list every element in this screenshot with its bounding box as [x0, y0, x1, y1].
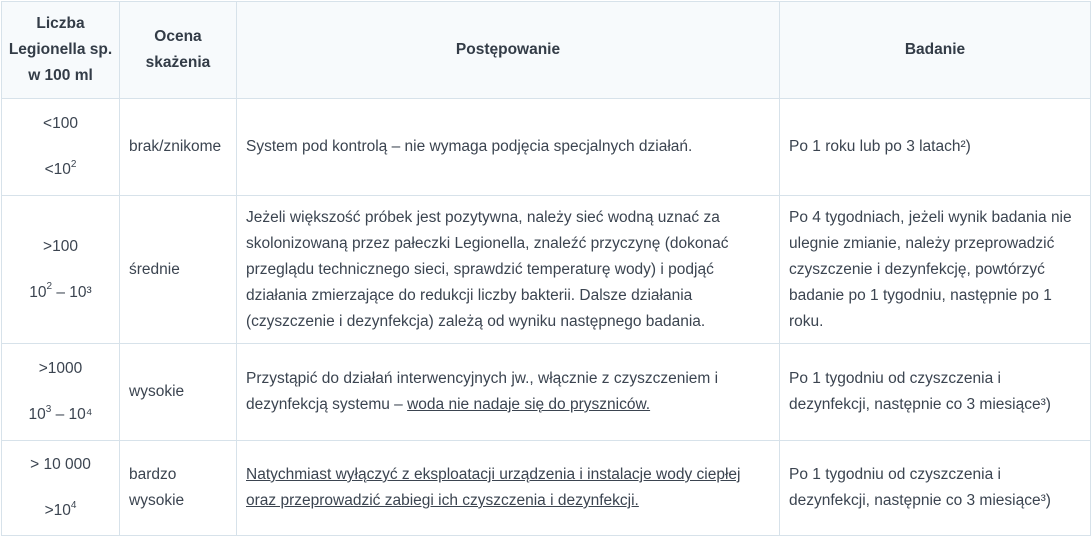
assessment-cell: wysokie [120, 344, 237, 441]
header-row [2, 2, 1091, 99]
table-row [2, 344, 1091, 441]
procedure-cell: System pod kontrolą – nie wymaga podjęcia specjalnych działań. [237, 99, 780, 196]
header-assessment: Ocena skażenia [120, 2, 237, 99]
table-row [2, 196, 1091, 344]
count-cell: <100 $<10^2$ [2, 99, 120, 196]
header-count: Liczba Legionella sp. w 100 ml [2, 2, 120, 99]
header-procedure: Postępowanie [237, 2, 780, 99]
testing-cell: Po 1 roku lub po 3 latach²) [780, 99, 1091, 196]
table-row [2, 99, 1091, 196]
table-row [2, 441, 1091, 536]
count-cell: >1000 $10^3 - 10^4$ [2, 344, 120, 441]
header-testing: Badanie [780, 2, 1091, 99]
legionella-table [1, 1, 1091, 536]
testing-cell: Po 1 tygodniu od czyszczenia i dezynfekcji, następnie co 3 miesiące³) [780, 344, 1091, 441]
testing-cell: Po 1 tygodniu od czyszczenia i dezynfekcji, następnie co 3 miesiące³) [780, 441, 1091, 536]
count-cell: > 10 000 $>10^4$ [2, 441, 120, 536]
assessment-cell: bardzo wysokie [120, 441, 237, 536]
testing-cell: Po 4 tygodniach, jeżeli wynik badania nie ulegnie zmianie, należy przeprowadzić czyszczenie i dezynfekcję, powtórzyć badanie po 1 tygodniu, następnie po 1 roku. [780, 196, 1091, 344]
assessment-cell: brak/znikome [120, 99, 237, 196]
procedure-cell: Natychmiast wyłączyć z eksploatacji urządzenia i instalacje wody ciepłej oraz przeprowadzić zabiegi ich czyszczenia i dezynfekcji. [237, 441, 780, 536]
assessment-cell: średnie [120, 196, 237, 344]
procedure-cell: Jeżeli większość próbek jest pozytywna, należy sieć wodną uznać za skolonizowaną przez pałeczki Legionella, znaleźć przyczynę (dokonać przeglądu technicznego sieci, sprawdzić temperaturę wody) i podjąć działania zmierzające do redukcji liczby bakterii. Dalsze działania (czyszczenie i dezynfekcja) zależą od wyniku następnego badania. [237, 196, 780, 344]
procedure-cell: Przystąpić do działań interwencyjnych jw., włącznie z czyszczeniem i dezynfekcją systemu – woda nie nadaje się do pryszniców. [237, 344, 780, 441]
count-cell: >100 $10^2 - 10^3$ [2, 196, 120, 344]
